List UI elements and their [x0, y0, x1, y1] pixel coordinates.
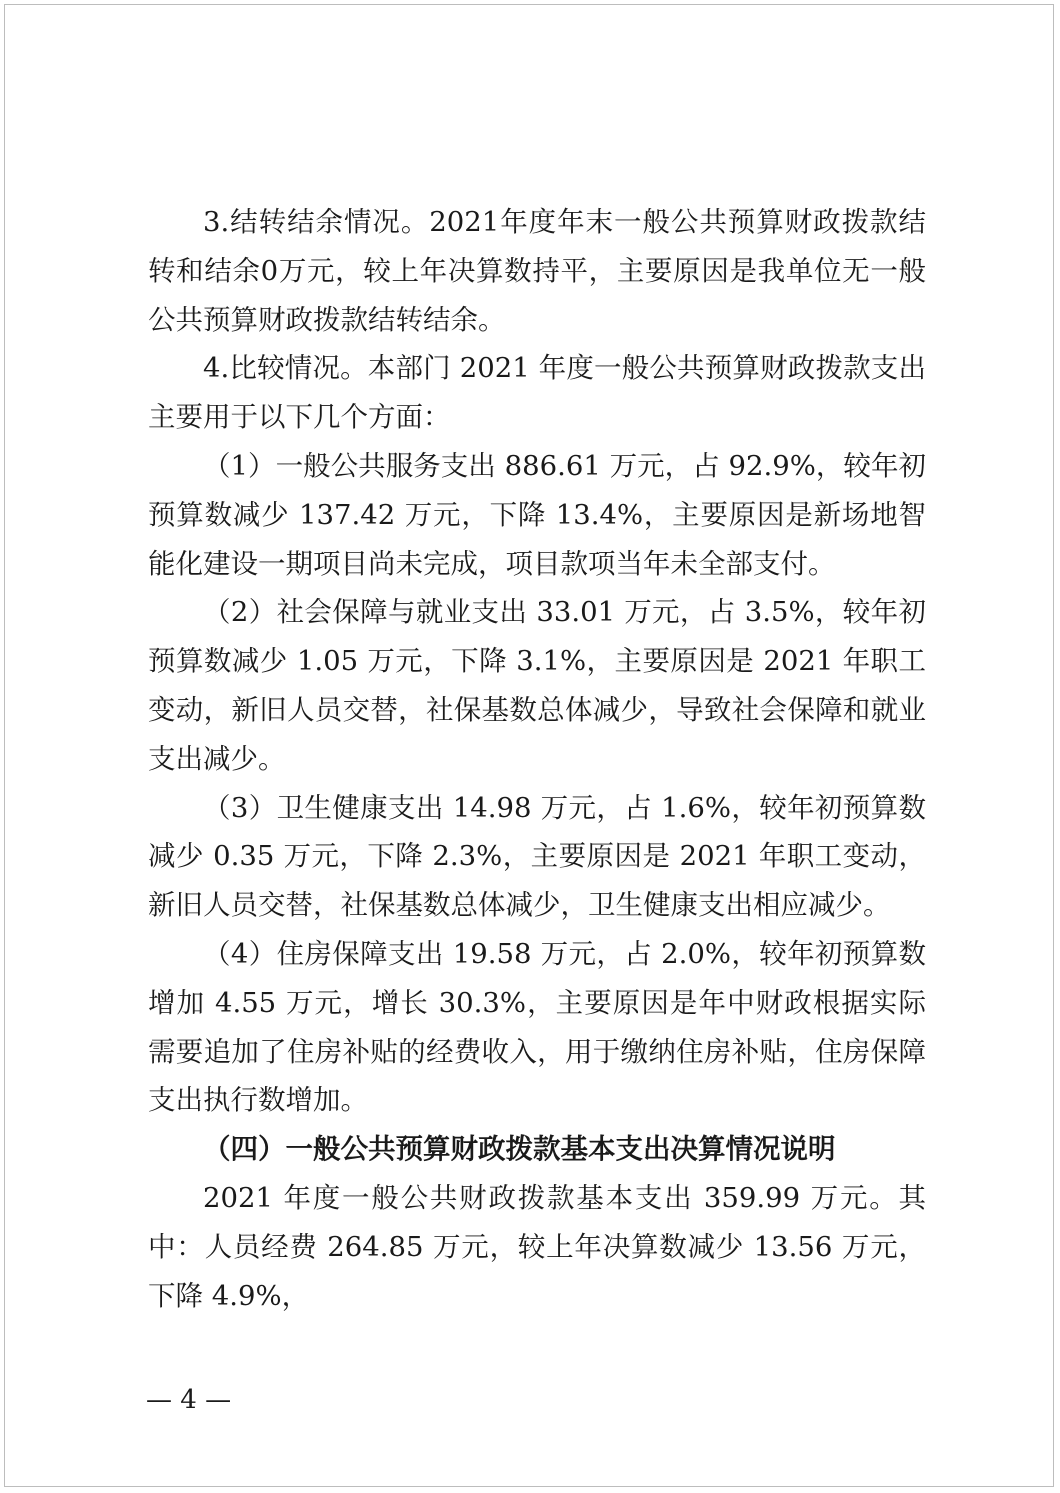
paragraph-health: （3）卫生健康支出 14.98 万元，占 1.6%，较年初预算数减少 0.35 万元，下降 2.3%，主要原因是 2021 年职工变动，新旧人员交替，社保基数总体减少，卫生健康支出相应减少。: [148, 791, 926, 922]
paragraph-general-public-services: （1）一般公共服务支出 886.61 万元，占 92.9%，较年初预算数减少 137.42 万元，下降 13.4%，主要原因是新场地智能化建设一期项目尚未完成，项目款项当年未全部支付。: [148, 449, 926, 580]
document-body: [148, 198, 926, 1320]
paragraph-housing: （4）住房保障支出 19.58 万元，占 2.0%，较年初预算数增加 4.55 万元，增长 30.3%，主要原因是年中财政根据实际需要追加了住房补贴的经费收入，用于缴纳住房补贴，住房保障支出执行数增加。: [148, 937, 926, 1117]
page-number: — 4 —: [146, 1385, 232, 1415]
paragraph-basic-expenditure: 2021 年度一般公共财政拨款基本支出 359.99 万元。其中：人员经费 264.85 万元，较上年决算数减少 13.56 万元，下降 4.9%，: [148, 1181, 926, 1312]
paragraph-comparison: 4.比较情况。本部门 2021 年度一般公共预算财政拨款支出主要用于以下几个方面：: [148, 352, 926, 434]
paragraph-social-security: （2）社会保障与就业支出 33.01 万元，占 3.5%，较年初预算数减少 1.05 万元，下降 3.1%，主要原因是 2021 年职工变动，新旧人员交替，社保基数总体减少，导致社会保障和就业支出减少。: [148, 596, 926, 775]
paragraph-carryover-balance: 3.结转结余情况。2021年度年末一般公共预算财政拨款结转和结余0万元，较上年决算数持平，主要原因是我单位无一般公共预算财政拨款结转结余。: [148, 206, 926, 336]
section-heading: （四）一般公共预算财政拨款基本支出决算情况说明: [203, 1133, 836, 1166]
